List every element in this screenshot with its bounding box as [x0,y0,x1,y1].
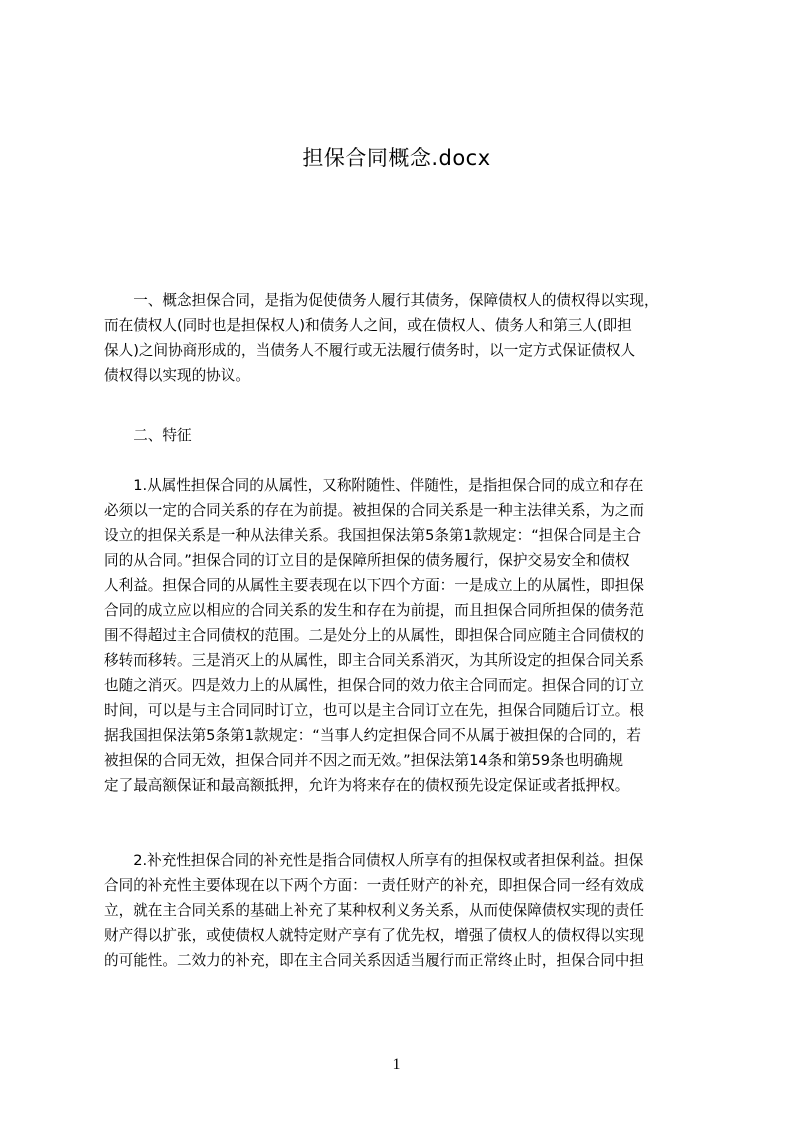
text-line: 时间，可以是与主合同同时订立，也可以是主合同订立在先，担保合同随后订立。根 [104,702,644,719]
text-line: 设立的担保关系是一种从法律关系。我国担保法第5条第1款规定：“担保合同是主合 [104,527,641,544]
text-line: 必须以一定的合同关系的存在为前提。被担保的合同关系是一种主法律关系，为之而 [104,502,644,519]
text-line: 一、概念担保合同，是指为促使债务人履行其债务，保障债权人的债权得以实现， [104,292,659,309]
text-line: 保人)之间协商形成的，当债务人不履行或无法履行债务时，以一定方式保证债权人 [104,342,636,359]
paragraph-supplementarity [104,848,700,973]
text-line: 围不得超过主合同债权的范围。二是处分上的从属性，即担保合同应随主合同债权的 [104,627,644,644]
text-line: 被担保的合同无效，担保合同并不因之而无效。”担保法第14条和第59条也明确规 [104,752,623,769]
text-line: 二、特征 [104,427,192,444]
text-line: 债权得以实现的协议。 [104,367,250,384]
text-line: 2.补充性担保合同的补充性是指合同债权人所享有的担保权或者担保利益。担保 [104,852,644,869]
paragraph-subordination [104,473,700,798]
text-line: 也随之消灭。四是效力上的从属性，担保合同的效力依主合同而定。担保合同的订立 [104,677,644,694]
document-title: 担保合同概念.docx [302,146,491,170]
text-line: 移转而移转。三是消灭上的从属性，即主合同关系消灭，为其所设定的担保合同关系 [104,652,644,669]
text-line: 定了最高额保证和最高额抵押，允许为将来存在的债权预先设定保证或者抵押权。 [104,777,630,794]
text-line: 财产得以扩张，或使债权人就特定财产享有了优先权，增强了债权人的债权得以实现 [104,927,644,944]
text-line: 合同的补充性主要体现在以下两个方面：一责任财产的补充，即担保合同一经有效成 [104,877,644,894]
text-line: 而在债权人(同时也是担保权人)和债务人之间，或在债权人、债务人和第三人(即担 [104,317,632,334]
paragraph-concept [104,288,700,388]
text-line: 同的从合同。”担保合同的订立目的是保障所担保的债务履行，保护交易安全和债权 [104,552,630,569]
text-line: 1.从属性担保合同的从属性，又称附随性、伴随性，是指担保合同的成立和存在 [104,477,644,494]
section-heading-features [104,423,700,448]
text-line: 的可能性。二效力的补充，即在主合同关系因适当履行而正常终止时，担保合同中担 [104,952,644,969]
page-number: 1 [392,1056,401,1073]
text-line: 立，就在主合同关系的基础上补充了某种权利义务关系，从而使保障债权实现的责任 [104,902,644,919]
text-line: 人利益。担保合同的从属性主要表现在以下四个方面：一是成立上的从属性，即担保 [104,577,644,594]
text-line: 合同的成立应以相应的合同关系的发生和存在为前提，而且担保合同所担保的债务范 [104,602,644,619]
text-line: 据我国担保法第5条第1款规定：“当事人约定担保合同不从属于被担保的合同的，若 [104,727,641,744]
